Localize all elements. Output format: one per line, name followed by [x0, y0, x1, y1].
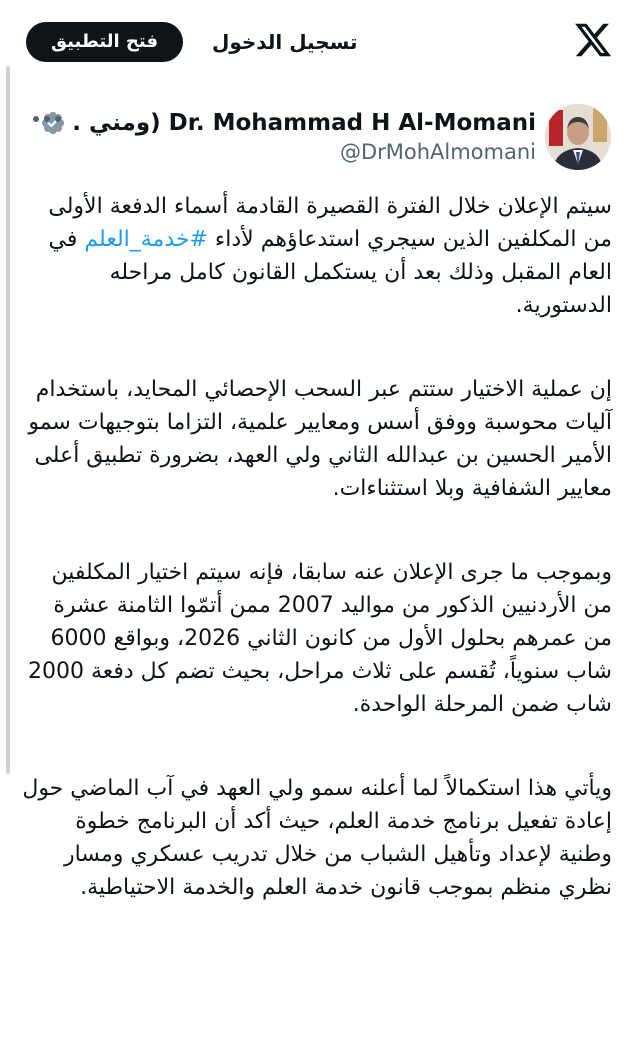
x-logo-icon[interactable]: [573, 20, 613, 60]
tweet-text: [22, 190, 612, 955]
open-app-button[interactable]: فتح التطبيق: [26, 22, 183, 62]
avatar[interactable]: [545, 104, 611, 170]
tweet-paragraph-1: [22, 190, 612, 322]
tweet-paragraph-4: ويأتي هذا استكمالاً لما أعلنه سمو ولي العهد في آب الماضي حول إعادة تفعيل برنامج خدمة العلم، حيث أكد أن البرنامج خطوة وطنية لإعداد وتأهيل الشباب من خلال تدريب عسكري ومسار نظري منظم بموجب قانون خدمة العلم والخدمة الاحتياطية.: [22, 776, 612, 900]
scrollbar[interactable]: [6, 66, 10, 774]
tweet-text-segment: سيتم الإعلان خلال الفترة القصيرة القادمة أسماء الدفعة الأولى من المكلفين الذين سيجري استدعاؤهم لأداء: [48, 194, 612, 252]
author-name-row[interactable]: [40, 106, 536, 140]
hashtag-link[interactable]: #خدمة_العلم: [84, 227, 208, 252]
tweet-text-segment: في العام المقبل وذلك بعد أن يستكمل القانون كامل مراحله الدستورية.: [48, 227, 612, 318]
more-options-icon[interactable]: [30, 108, 64, 130]
login-link[interactable]: تسجيل الدخول: [212, 30, 358, 54]
tweet-paragraph-2: إن عملية الاختيار ستتم عبر السحب الإحصائي المحايد، باستخدام آليات محوسبة ووفق أسس ومعايير علمية، التزاما بتوجيهات سمو الأمير الحسين بن عبدالله الثاني ولي العهد، بضرورة تطبيق أعلى معايير الشفافية وبلا استثناءات.: [28, 377, 612, 501]
author-handle[interactable]: @DrMohAlmomani: [339, 140, 536, 164]
top-bar: [0, 0, 640, 84]
tweet-paragraph-3: وبموجب ما جرى الإعلان عنه سابقا، فإنه سيتم اختيار المكلفين من الأردنيين الذكور من مواليد 2007 ممن أتمّوا الثامنة عشرة من عمرهم بحلول الأول من كانون الثاني 2026، وبواقع 6000 شاب سنوياً، تُقسم على ثلاث مراحل، بحيث تضم كل دفعة 2000 شاب ضمن المرحلة الواحدة.: [27, 560, 612, 717]
author-name[interactable]: Dr. Mohammad H Al-Momani (ومني .: [72, 110, 536, 136]
avatar-photo-icon: [545, 104, 611, 170]
